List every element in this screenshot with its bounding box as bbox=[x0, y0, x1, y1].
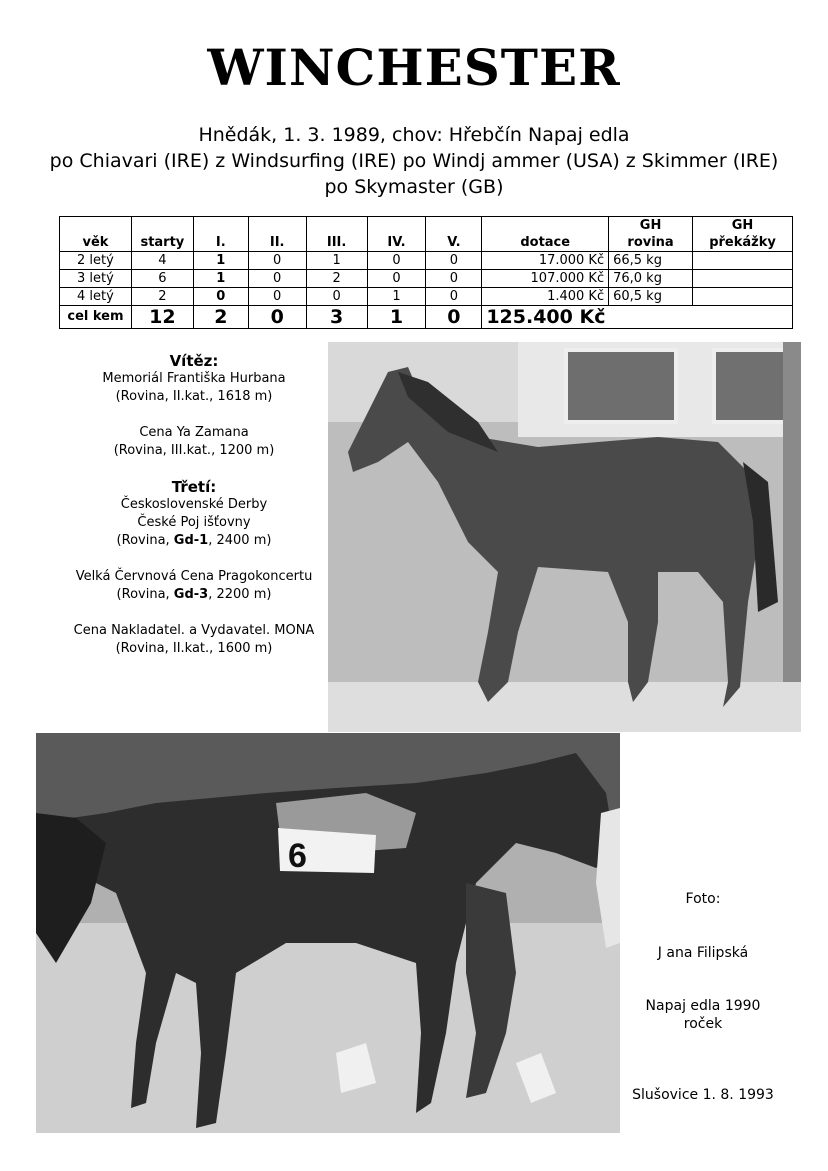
table-row: 4 letý 2 0 0 0 1 0 1.400 Kč 60,5 kg bbox=[60, 288, 793, 306]
table-total-row: cel kem 12 2 0 3 1 0 125.400 Kč bbox=[60, 306, 793, 329]
horse-paddock-image bbox=[36, 733, 620, 1133]
pedigree-line: po Chiavari (IRE) z Windsurfing (IRE) po Windj ammer (USA) z Skimmer (IRE) bbox=[49, 150, 779, 172]
header-age: věk bbox=[60, 217, 132, 252]
header-gh-jumps: GH překážky bbox=[693, 217, 793, 252]
photo-caption-3: Slušovice 1. 8. 1993 bbox=[632, 1087, 774, 1103]
race-results bbox=[60, 352, 328, 658]
horse-name-title: WINCHESTER bbox=[207, 38, 621, 97]
race-name: Velká Červnová Cena Pragokoncertu bbox=[75, 569, 313, 584]
race-name: Cena Nakladatel. a Vydavatel. MONA bbox=[73, 623, 315, 638]
header-gh-flat: GH rovina bbox=[609, 217, 693, 252]
photo-credit-label: Foto: bbox=[685, 891, 721, 907]
race-detail: (Rovina, Gd-1, 2400 m) bbox=[116, 533, 272, 548]
birth-breeder-line: Hnědák, 1. 3. 1989, chov: Hřebčín Napaj edla bbox=[198, 124, 630, 146]
header-second: II. bbox=[248, 217, 306, 252]
winner-heading: Vítěz: bbox=[169, 352, 219, 370]
race-name: Cena Ya Zamana bbox=[139, 425, 249, 440]
photo-caption: Napaj edla 1990 bbox=[645, 998, 761, 1014]
horse-paddock-photo bbox=[36, 733, 620, 1133]
saddle-number: 6 bbox=[288, 837, 307, 875]
header-fourth: IV. bbox=[367, 217, 426, 252]
header-first: I. bbox=[193, 217, 248, 252]
race-record-table bbox=[59, 216, 793, 329]
pedigree-line-2: po Skymaster (GB) bbox=[324, 176, 504, 198]
race-name: Československé Derby bbox=[120, 497, 268, 512]
header-starts: starty bbox=[131, 217, 193, 252]
race-name: Memoriál Františka Hurbana bbox=[102, 371, 286, 386]
race-detail: (Rovina, II.kat., 1600 m) bbox=[115, 641, 273, 656]
table-row: 2 letý 4 1 0 1 0 0 17.000 Kč 66,5 kg bbox=[60, 252, 793, 270]
race-sponsor: České Poj išťovny bbox=[137, 515, 251, 530]
third-heading: Třetí: bbox=[171, 478, 217, 496]
horse-standing-image bbox=[328, 342, 801, 732]
table-row: 3 letý 6 1 0 2 0 0 107.000 Kč 76,0 kg bbox=[60, 270, 793, 288]
header-third: III. bbox=[306, 217, 367, 252]
race-detail: (Rovina, III.kat., 1200 m) bbox=[113, 443, 275, 458]
header-earnings: dotace bbox=[482, 217, 609, 252]
photographer-name: J ana Filipská bbox=[657, 945, 749, 961]
horse-standing-photo bbox=[328, 342, 801, 732]
table-header-row bbox=[60, 217, 793, 252]
photo-caption-2: roček bbox=[683, 1016, 723, 1032]
race-detail: (Rovina, II.kat., 1618 m) bbox=[115, 389, 273, 404]
header-fifth: V. bbox=[426, 217, 482, 252]
race-detail: (Rovina, Gd-3, 2200 m) bbox=[116, 587, 272, 602]
